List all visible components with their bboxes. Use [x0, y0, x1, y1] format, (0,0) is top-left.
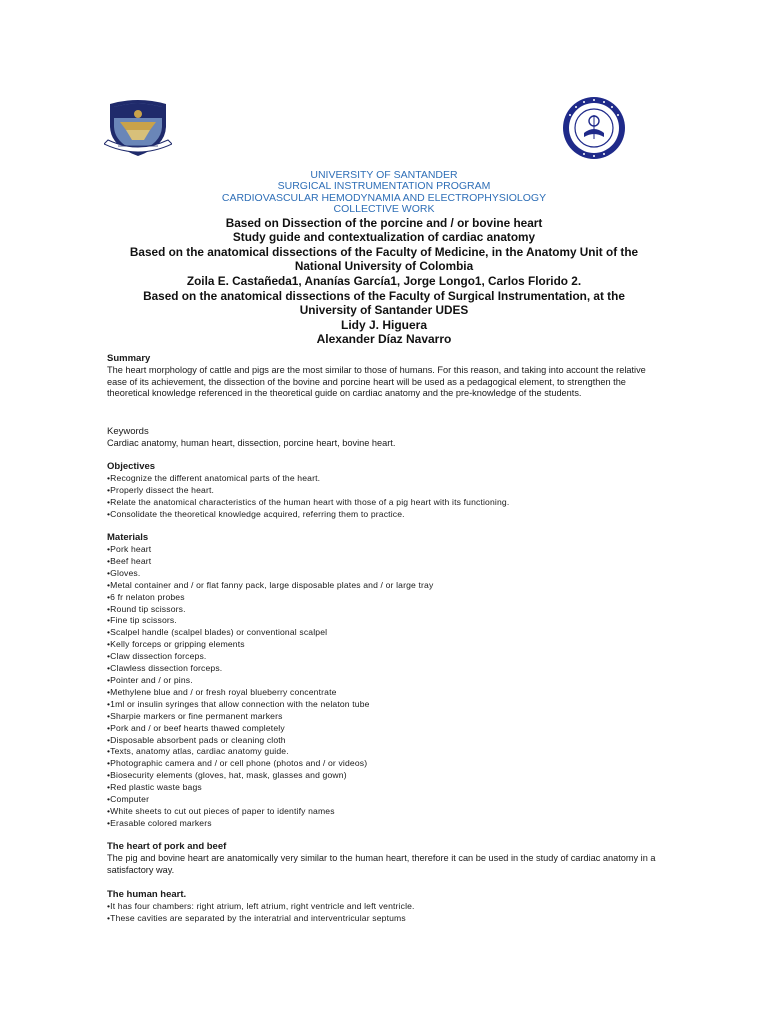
section-heading: Keywords: [107, 426, 149, 437]
list-item: • Sharpie markers or fine permanent markers: [107, 711, 667, 723]
document-header: [96, 170, 672, 347]
list-item: • 6 fr nelaton probes: [107, 592, 667, 604]
list-item: • Beef heart: [107, 556, 667, 568]
list-item: • Claw dissection forceps.: [107, 651, 667, 663]
source-line: Based on the anatomical dissections of the Faculty of Medicine, in the Anatomy Unit of the: [129, 244, 639, 259]
section-heading: The heart of pork and beef: [107, 841, 227, 852]
department-name: CARDIOVASCULAR HEMODYNAMIA AND ELECTROPHYSIOLOGY: [221, 191, 547, 204]
list-item: • Erasable colored markers: [107, 818, 667, 830]
list-item: • Photographic camera and / or cell phone (photos and / or videos): [107, 758, 667, 770]
list-item: • Scalpel handle (scalpel blades) or conventional scalpel: [107, 627, 667, 639]
keywords-text: Cardiac anatomy, human heart, dissection, porcine heart, bovine heart.: [107, 438, 396, 448]
document-subtitle: Study guide and contextualization of cardiac anatomy: [232, 230, 536, 245]
source-line: Based on the anatomical dissections of the Faculty of Surgical Instrumentation, at the: [143, 288, 625, 303]
list-item: • It has four chambers: right atrium, left atrium, right ventricle and left ventricle.: [107, 901, 667, 913]
objectives-section: [107, 461, 667, 521]
list-item: • Texts, anatomy atlas, cardiac anatomy guide.: [107, 746, 667, 758]
author-name: Alexander Díaz Navarro: [316, 332, 452, 347]
list-item: • Properly dissect the heart.: [107, 485, 667, 497]
list-item: • Consolidate the theoretical knowledge acquired, referring them to practice.: [107, 509, 667, 521]
work-type: COLLECTIVE WORK: [333, 203, 435, 216]
section-heading: Objectives: [107, 461, 156, 472]
program-name: SURGICAL INSTRUMENTATION PROGRAM: [277, 180, 491, 193]
keywords-section: [107, 426, 667, 450]
list-item: • Clawless dissection forceps.: [107, 663, 667, 675]
list-item: • Methylene blue and / or fresh royal blueberry concentrate: [107, 687, 667, 699]
author-name: Lidy J. Higuera: [340, 317, 428, 332]
pork-beef-section: [107, 841, 667, 876]
list-item: • Relate the anatomical characteristics of the human heart with those of a pig heart with its functioning.: [107, 497, 667, 509]
list-item: • 1ml or insulin syringes that allow connection with the nelaton tube: [107, 699, 667, 711]
list-item: • Red plastic waste bags: [107, 782, 667, 794]
source-line: National University of Colombia: [294, 259, 474, 274]
list-item: • Pork and / or beef hearts thawed completely: [107, 723, 667, 735]
document-title: Based on Dissection of the porcine and / or bovine heart: [225, 215, 543, 230]
institution-name: UNIVERSITY OF SANTANDER: [310, 169, 458, 181]
materials-list: [107, 544, 667, 830]
university-crest-icon: [104, 96, 172, 160]
list-item: • These cavities are separated by the interatrial and interventricular septums: [107, 913, 667, 925]
authors-line: Zoila E. Castañeda1, Ananías García1, Jorge Longo1, Carlos Florido 2.: [186, 274, 582, 288]
list-item: • Round tip scissors.: [107, 604, 667, 616]
summary-text: The heart morphology of cattle and pigs are the most similar to those of humans. For this reason, and taking into account the relative ease of its achievement, the dissection of the bovine and porcine heart will be used as a pedagogical element, to strengthen the theoretical knowledge referenced in the theoretical guide on cardiac anatomy and the pre-knowledge of the students.: [107, 365, 646, 399]
list-item: • Pointer and / or pins.: [107, 675, 667, 687]
list-item: • Pork heart: [107, 544, 667, 556]
materials-section: [107, 532, 667, 830]
summary-section: [107, 353, 667, 400]
list-item: • Recognize the different anatomical parts of the heart.: [107, 473, 667, 485]
instrumentation-seal-icon: [554, 95, 634, 161]
list-item: • Gloves.: [107, 568, 667, 580]
objectives-list: [107, 473, 667, 521]
list-item: • Biosecurity elements (gloves, hat, mask, glasses and gown): [107, 770, 667, 782]
human-heart-list: [107, 901, 667, 925]
section-heading: Materials: [107, 532, 149, 543]
source-line: University of Santander UDES: [299, 303, 469, 318]
list-item: • Metal container and / or flat fanny pack, large disposable plates and / or large tray: [107, 580, 667, 592]
human-heart-section: [107, 889, 667, 925]
list-item: • White sheets to cut out pieces of paper to identify names: [107, 806, 667, 818]
list-item: • Fine tip scissors.: [107, 615, 667, 627]
list-item: • Computer: [107, 794, 667, 806]
list-item: • Kelly forceps or gripping elements: [107, 639, 667, 651]
pork-beef-text: The pig and bovine heart are anatomically very similar to the human heart, therefore it can be used in the study of cardiac anatomy in a satisfactory way.: [107, 853, 656, 875]
section-heading: Summary: [107, 353, 151, 364]
section-heading: The human heart.: [107, 889, 187, 900]
list-item: • Disposable absorbent pads or cleaning cloth: [107, 735, 667, 747]
